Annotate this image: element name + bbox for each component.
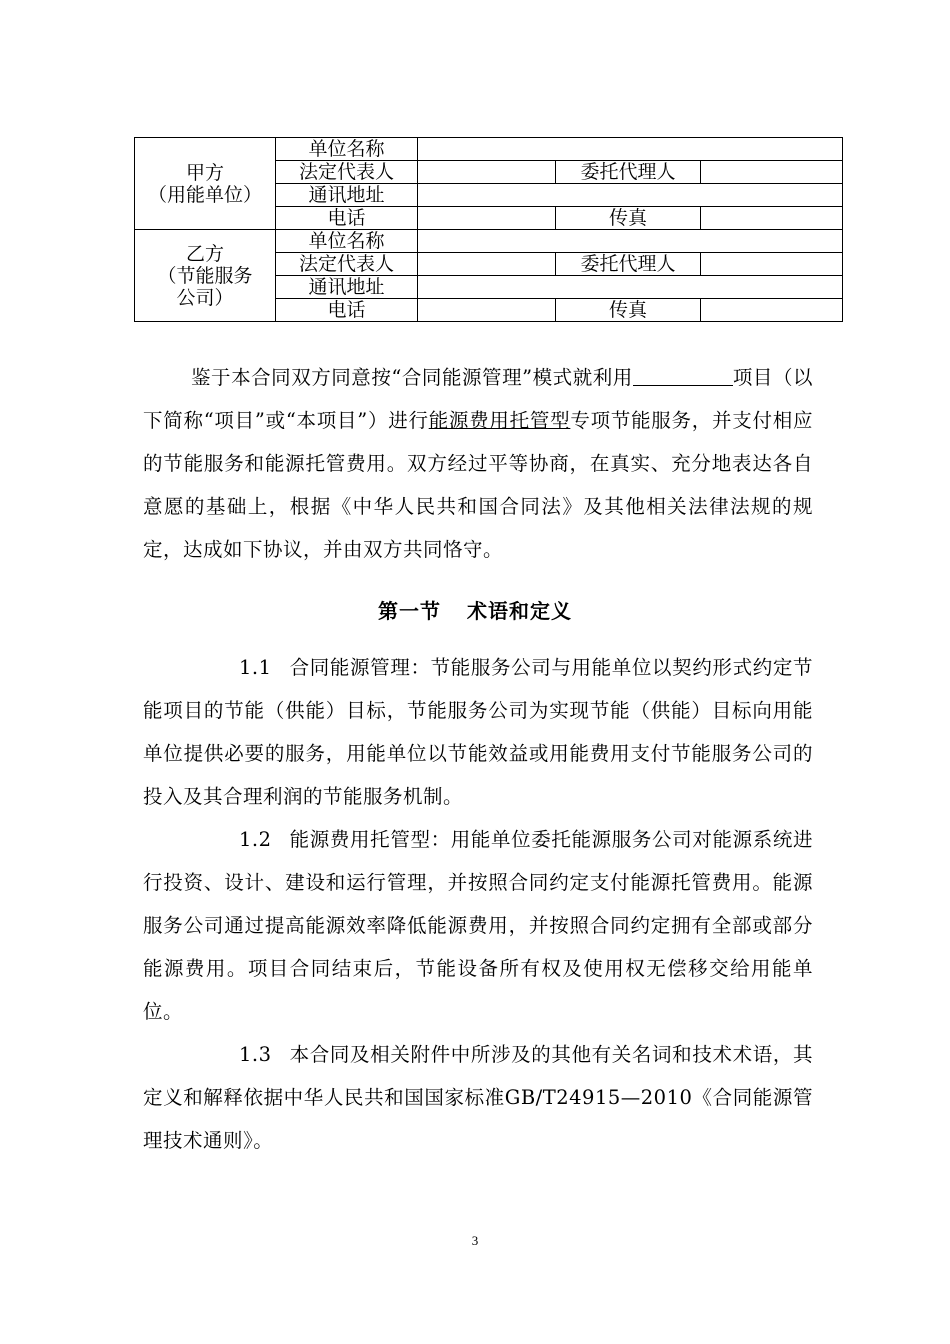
party-b-unit-name-label: 单位名称 — [276, 230, 418, 253]
clause-number: 1.2 — [239, 828, 272, 851]
party-b-phone-value[interactable] — [418, 299, 556, 322]
party-b-address-label: 通讯地址 — [276, 276, 418, 299]
party-a-unit-name-label: 单位名称 — [276, 138, 418, 161]
clause-text: 合同能源管理：节能服务公司与用能单位以契约形式约定节能项目的节能（供能）目标，节能服务公司为实现节能（供能）目标向用能单位提供必要的服务，用能单位以节能效益或用能费用支付节能服务公司的投入及其合理利润的节能服务机制。 — [143, 656, 813, 808]
clause-text: 本合同及相关附件中所涉及的其他有关名词和技术术语，其定义和解释依据中华人民共和国国家标准GB/T24915—2010《合同能源管理技术通则》。 — [143, 1043, 813, 1152]
party-b-fax-label: 传真 — [556, 299, 701, 322]
party-a-address-value[interactable] — [418, 184, 843, 207]
page-number: 3 — [471, 1233, 479, 1248]
party-info-table — [134, 137, 843, 322]
intro-rest: 专项节能服务，并支付相应的节能服务和能源托管费用。双方经过平等协商，在真实、充分地表达各自意愿的基础上，根据《中华人民共和国合同法》及其他相关法律法规的规定，达成如下协议，并由双方共同恪守。 — [143, 409, 813, 561]
clause-1-3 — [143, 1033, 813, 1162]
party-a-cell — [135, 138, 276, 230]
clause-text: 能源费用托管型：用能单位委托能源服务公司对能源系统进行投资、设计、建设和运行管理，并按照合同约定支付能源托管费用。能源服务公司通过提高能源效率降低能源费用，并按照合同约定拥有全部或部分能源费用。项目合同结束后，节能设备所有权及使用权无偿移交给用能单位。 — [143, 828, 813, 1023]
party-a-role: （用能单位） — [147, 183, 262, 206]
clause-1-2 — [143, 818, 813, 1033]
clauses-block — [143, 646, 813, 1162]
clause-number: 1.3 — [239, 1043, 272, 1066]
party-a-phone-value[interactable] — [418, 207, 556, 230]
intro-paragraph — [143, 356, 813, 571]
clause-number: 1.1 — [239, 656, 272, 679]
project-name-blank[interactable] — [633, 365, 733, 386]
party-a-address-label: 通讯地址 — [276, 184, 418, 207]
party-b-fax-value[interactable] — [701, 299, 843, 322]
party-a-agent-label: 委托代理人 — [556, 161, 701, 184]
party-b-address-value[interactable] — [418, 276, 843, 299]
party-a-legal-rep-label: 法定代表人 — [276, 161, 418, 184]
project-type: 能源费用托管型 — [428, 409, 571, 432]
clause-1-1 — [143, 646, 813, 818]
party-b-cell — [135, 230, 276, 322]
section-title: 术语和定义 — [467, 599, 572, 623]
party-a-name: 甲方 — [185, 161, 224, 184]
party-b-legal-rep-label: 法定代表人 — [276, 253, 418, 276]
party-a-phone-label: 电话 — [276, 207, 418, 230]
intro-lead: 鉴于本合同双方同意按“合同能源管理”模式就利用 — [191, 366, 633, 389]
party-a-agent-value[interactable] — [701, 161, 843, 184]
party-a-legal-rep-value[interactable] — [418, 161, 556, 184]
party-b-unit-name-value[interactable] — [418, 230, 843, 253]
party-b-name: 乙方 — [185, 242, 224, 265]
party-b-agent-value[interactable] — [701, 253, 843, 276]
party-b-legal-rep-value[interactable] — [418, 253, 556, 276]
section-number: 第一节 — [378, 599, 441, 623]
party-a-unit-name-value[interactable] — [418, 138, 843, 161]
party-a-fax-label: 传真 — [556, 207, 701, 230]
party-b-phone-label: 电话 — [276, 299, 418, 322]
intro-paragraph-block — [143, 356, 813, 571]
intro-line2-pre: 项目（以下简称“项目”或“本项目”）进行 — [143, 366, 813, 432]
section-heading — [0, 594, 950, 628]
party-b-agent-label: 委托代理人 — [556, 253, 701, 276]
party-b-role: （节能服务公司） — [157, 264, 253, 309]
party-a-fax-value[interactable] — [701, 207, 843, 230]
